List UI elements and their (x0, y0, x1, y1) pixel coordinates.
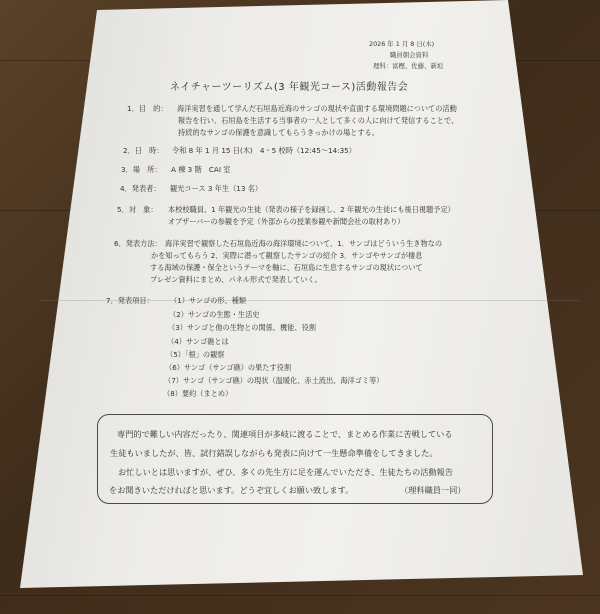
message-line: 生徒もいましたが、皆、試行錯誤しながらも発表に向けて一生懸命準備をしてきました。 (110, 448, 438, 458)
message-line: 専門的で難しい内容だったり、関連項目が多岐に渡ることで、まとめる作業に苦戦している (117, 429, 453, 439)
message-signature: （理科職員一同） (400, 485, 466, 495)
message-line: をお聞きいただければと思います。どうぞ宜しくお願い致します。 (109, 485, 354, 495)
item-datetime-label: 2．日 時： (123, 146, 164, 155)
topic-list-item: （4）サンゴ礁とは (167, 337, 229, 346)
topic-list-item: （1）サンゴの形、種類 (170, 296, 247, 305)
topic-list-item: （2）サンゴの生態・生活史 (169, 310, 260, 319)
item-presenter-value: 観光コース 3 年生（13 名） (170, 184, 263, 193)
page-title: ネイチャーツーリズム(3 年観光コース)活動報告会 (170, 82, 409, 93)
item-target-line: 本校校職員、1 年観光の生徒（発表の様子を録画し、2 年観光の生徒にも後日視聴予定） (168, 205, 455, 214)
item-target-line: オブザーバーの参観を予定（外部からの授業参観や新聞会社の取材あり） (168, 217, 405, 226)
item-place-value: A 棟 3 階 CAI 室 (171, 165, 231, 174)
item-place-label: 3．場 所： (121, 165, 162, 174)
item-purpose-line: 持続的なサンゴの保護を意識してもらうきっかけの場とする。 (178, 128, 379, 137)
topic-list-item: （5）「根」の観察 (166, 350, 225, 359)
item-presenter-label: 4．発表者： (120, 184, 161, 193)
topic-list-item: （3）サンゴと他の生物との関係、機能、役割 (168, 323, 316, 332)
item-method-line: する海域の保護・保全というテーマを軸に、石垣島に生息するサンゴの現状について (150, 263, 423, 272)
item-method-line: かを知ってもらう 2．実際に潜って観察したサンゴの紹介 3．サンゴやサンゴが棲息 (151, 251, 423, 260)
item-purpose-line: 海洋実習を通して学んだ石垣島近海のサンゴの現状や直面する環境問題についての活動 (177, 104, 457, 113)
item-method-line: プレゼン資料にまとめ、パネル形式で発表していく。 (150, 275, 322, 284)
presenter-names: 理科：富樫、佐藤、新垣 (373, 62, 444, 70)
item-purpose-line: 報告を行い、石垣島を生活する当事者の一人として多くの人に向けて発信することで、 (178, 116, 459, 125)
item-target-label: 5．対 象： (117, 205, 158, 214)
item-method-line: 海洋実習で観察した石垣島近海の海洋環境について、1．サンゴはどういう生き物なの (165, 239, 443, 248)
item-method-label: 6．発表方法： (114, 239, 162, 248)
item-purpose-label: 1．目 的： (127, 104, 168, 113)
topic-list-item: （6）サンゴ（サンゴ礁）の果たす役割 (165, 363, 292, 372)
topic-list-item: （7）サンゴ（サンゴ礁）の現状（温暖化、赤土流出、海洋ゴミ等） (164, 376, 384, 385)
meeting-label: 職員朝会資料 (390, 51, 429, 59)
document-date: 2026 年 1 月 8 日(木) (369, 40, 435, 48)
item-topics-label: 7．発表項目： (106, 296, 154, 305)
message-line: お忙しいとは思いますが、ぜひ、多くの先生方に足を運んでいただき、生徒たちの活動報告 (118, 467, 454, 477)
item-datetime-value: 令和 8 年 1 月 15 日(木) 4・5 校時（12:45～14:35） (172, 146, 356, 155)
topic-list-item: （8）要約（まとめ） (163, 389, 233, 398)
